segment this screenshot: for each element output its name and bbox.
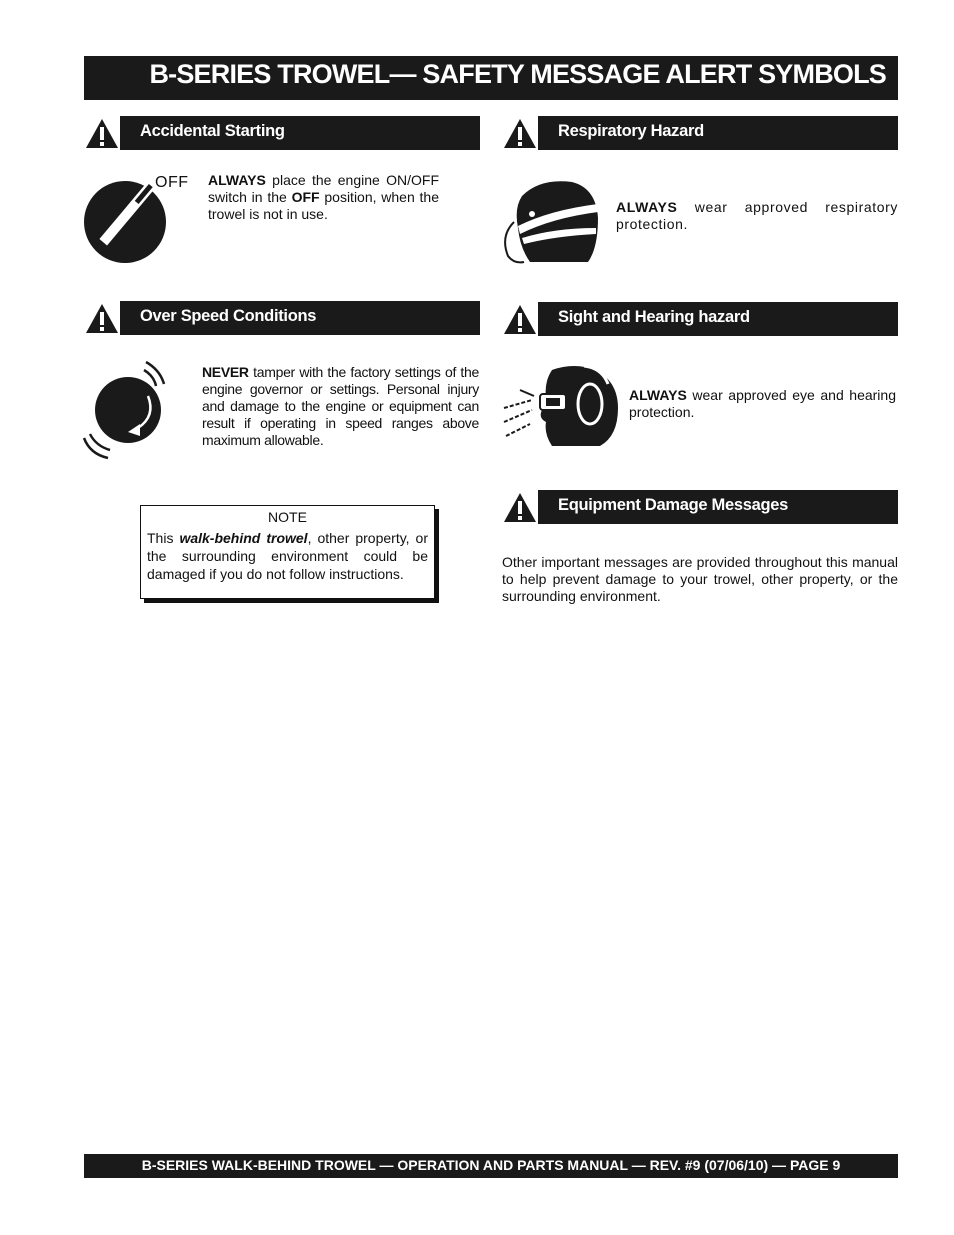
section-heading-over-speed xyxy=(84,301,480,335)
off-label: OFF xyxy=(155,174,189,191)
page-title: B-SERIES TROWEL— SAFETY MESSAGE ALERT SYMBOLS xyxy=(149,59,886,89)
section-heading-respiratory-hazard xyxy=(502,116,898,150)
eye-ear-protection-icon xyxy=(500,364,620,448)
warning-triangle-icon xyxy=(502,116,538,150)
sight-hearing-text: ALWAYS wear approved eye and hearing protection. xyxy=(629,387,896,420)
section-heading-accidental-starting xyxy=(84,116,480,150)
section-heading-label: Sight and Hearing hazard xyxy=(558,308,750,326)
section-heading-label: Equipment Damage Messages xyxy=(558,496,788,514)
accidental-starting-text: ALWAYS place the engine ON/OFF switch in the OFF position, when the trowel is not in use. xyxy=(208,172,439,222)
over-speed-text: NEVER tamper with the factory settings of the engine governor or settings. Personal injury and damage to the engine or equipment can result if operating in speed ranges above maximum allowable. xyxy=(202,364,479,448)
page-title-bar xyxy=(84,56,898,100)
equipment-damage-text: Other important messages are provided throughout this manual to help prevent damage to your trowel, other property, or the surrounding environment. xyxy=(502,554,898,604)
warning-triangle-icon xyxy=(84,301,120,335)
note-text: This walk-behind trowel, other property, or the surrounding environment could be damaged if you do not follow instructions. xyxy=(147,530,429,582)
overspeed-dial-icon xyxy=(82,354,166,462)
respirator-icon xyxy=(500,178,600,266)
warning-triangle-icon xyxy=(84,116,120,150)
page-footer xyxy=(84,1154,898,1178)
section-heading-label: Accidental Starting xyxy=(140,122,285,140)
footer-text: B-SERIES WALK-BEHIND TROWEL — OPERATION AND PARTS MANUAL — REV. #9 (07/06/10) — PAGE 9 xyxy=(141,1157,841,1173)
note-box xyxy=(140,505,435,599)
note-title: NOTE xyxy=(268,509,307,525)
section-heading-sight-hearing xyxy=(502,302,898,336)
section-heading-label: Respiratory Hazard xyxy=(558,122,704,140)
off-switch-icon xyxy=(84,172,196,264)
warning-triangle-icon xyxy=(502,490,538,524)
section-heading-equipment-damage xyxy=(502,490,898,524)
respiratory-text: ALWAYS wear approved respiratory protection. xyxy=(616,199,898,232)
warning-triangle-icon xyxy=(502,302,538,336)
section-heading-label: Over Speed Conditions xyxy=(140,307,317,325)
